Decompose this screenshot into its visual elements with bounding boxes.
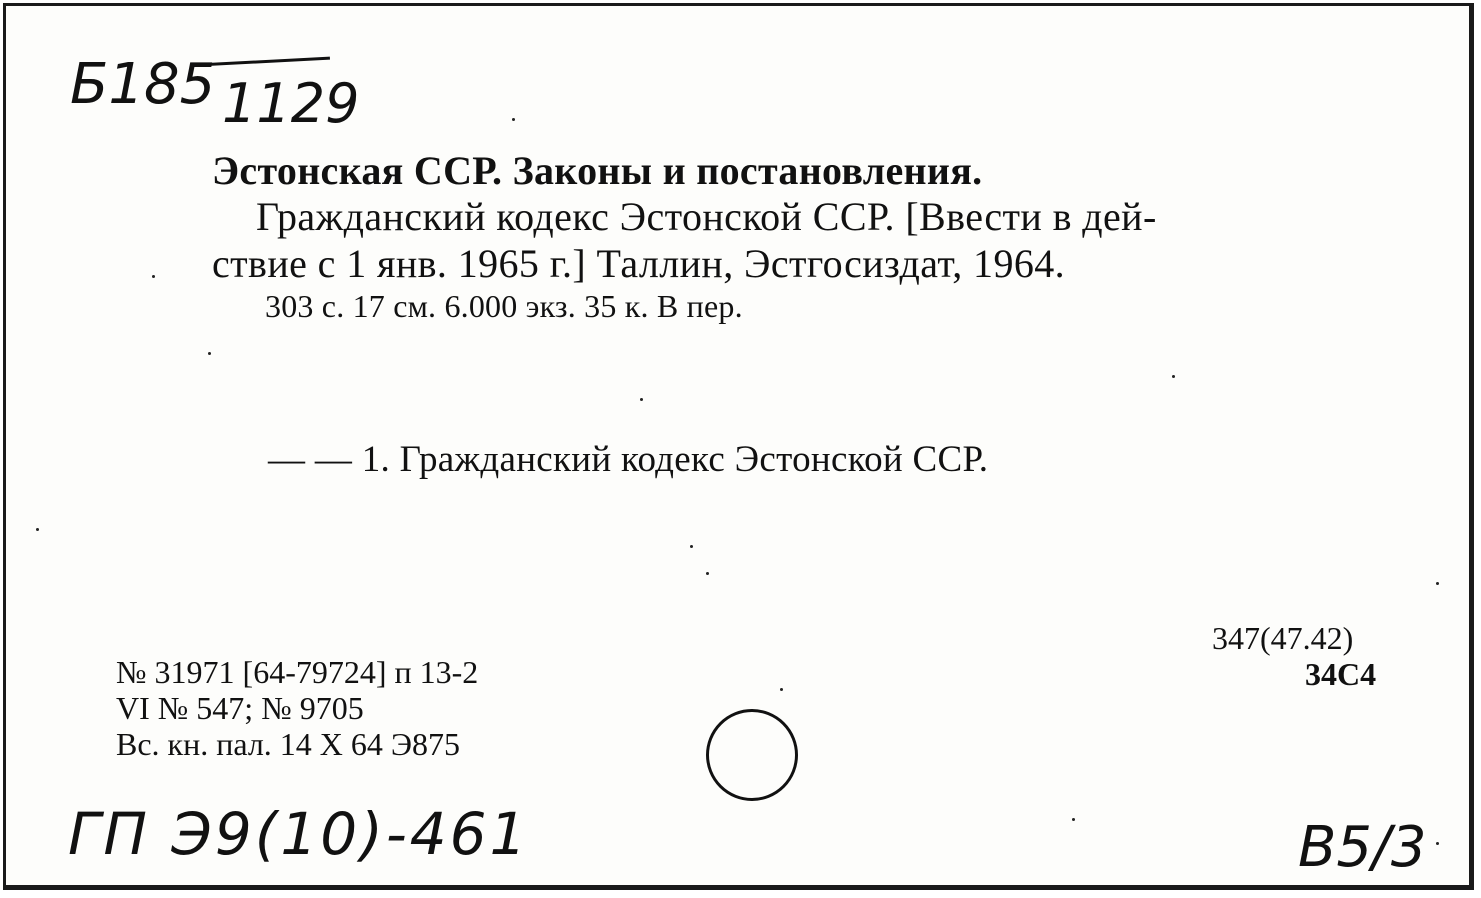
series-number-line: VI № 547; № 9705 (116, 690, 364, 726)
scan-speck (1172, 375, 1175, 378)
handwritten-bottom-left: ГП Э9(10)-461 (68, 800, 530, 868)
scan-speck (36, 528, 39, 531)
udc-classification: 347(47.42) (1212, 620, 1354, 656)
record-collation: 303 с. 17 см. 6.000 экз. 35 к. В пер. (265, 288, 743, 324)
scan-speck (152, 275, 155, 278)
scan-speck (640, 398, 643, 401)
scan-speck (1436, 842, 1439, 845)
record-title-line-1: Гражданский кодекс Эстонской ССР. [Ввести в дей- (256, 194, 1157, 239)
scan-speck (1436, 582, 1439, 585)
handwritten-shelf-number: 1129 (222, 72, 360, 135)
handwritten-shelf-mark: Б185 (70, 52, 216, 117)
scan-speck (208, 352, 211, 355)
scan-speck (706, 572, 709, 575)
added-entry: — — 1. Гражданский кодекс Эстонской ССР. (268, 439, 989, 480)
book-chamber-line: Вс. кн. пал. 14 X 64 Э875 (116, 726, 461, 762)
record-heading: Эстонская ССР. Законы и постановления. (212, 148, 983, 193)
scan-speck (512, 118, 515, 121)
scan-speck (690, 545, 693, 548)
handwritten-bottom-right: В5/3 (1298, 815, 1427, 880)
card-number-line: № 31971 [64-79724] п 13-2 (116, 654, 479, 690)
stamp-circle (706, 709, 798, 801)
record-title-line-2: ствие с 1 янв. 1965 г.] Таллин, Эстгосиздат, 1964. (212, 241, 1066, 286)
bbk-classification: 34C4 (1305, 656, 1377, 692)
scan-speck (1072, 818, 1075, 821)
scan-speck (780, 688, 783, 691)
